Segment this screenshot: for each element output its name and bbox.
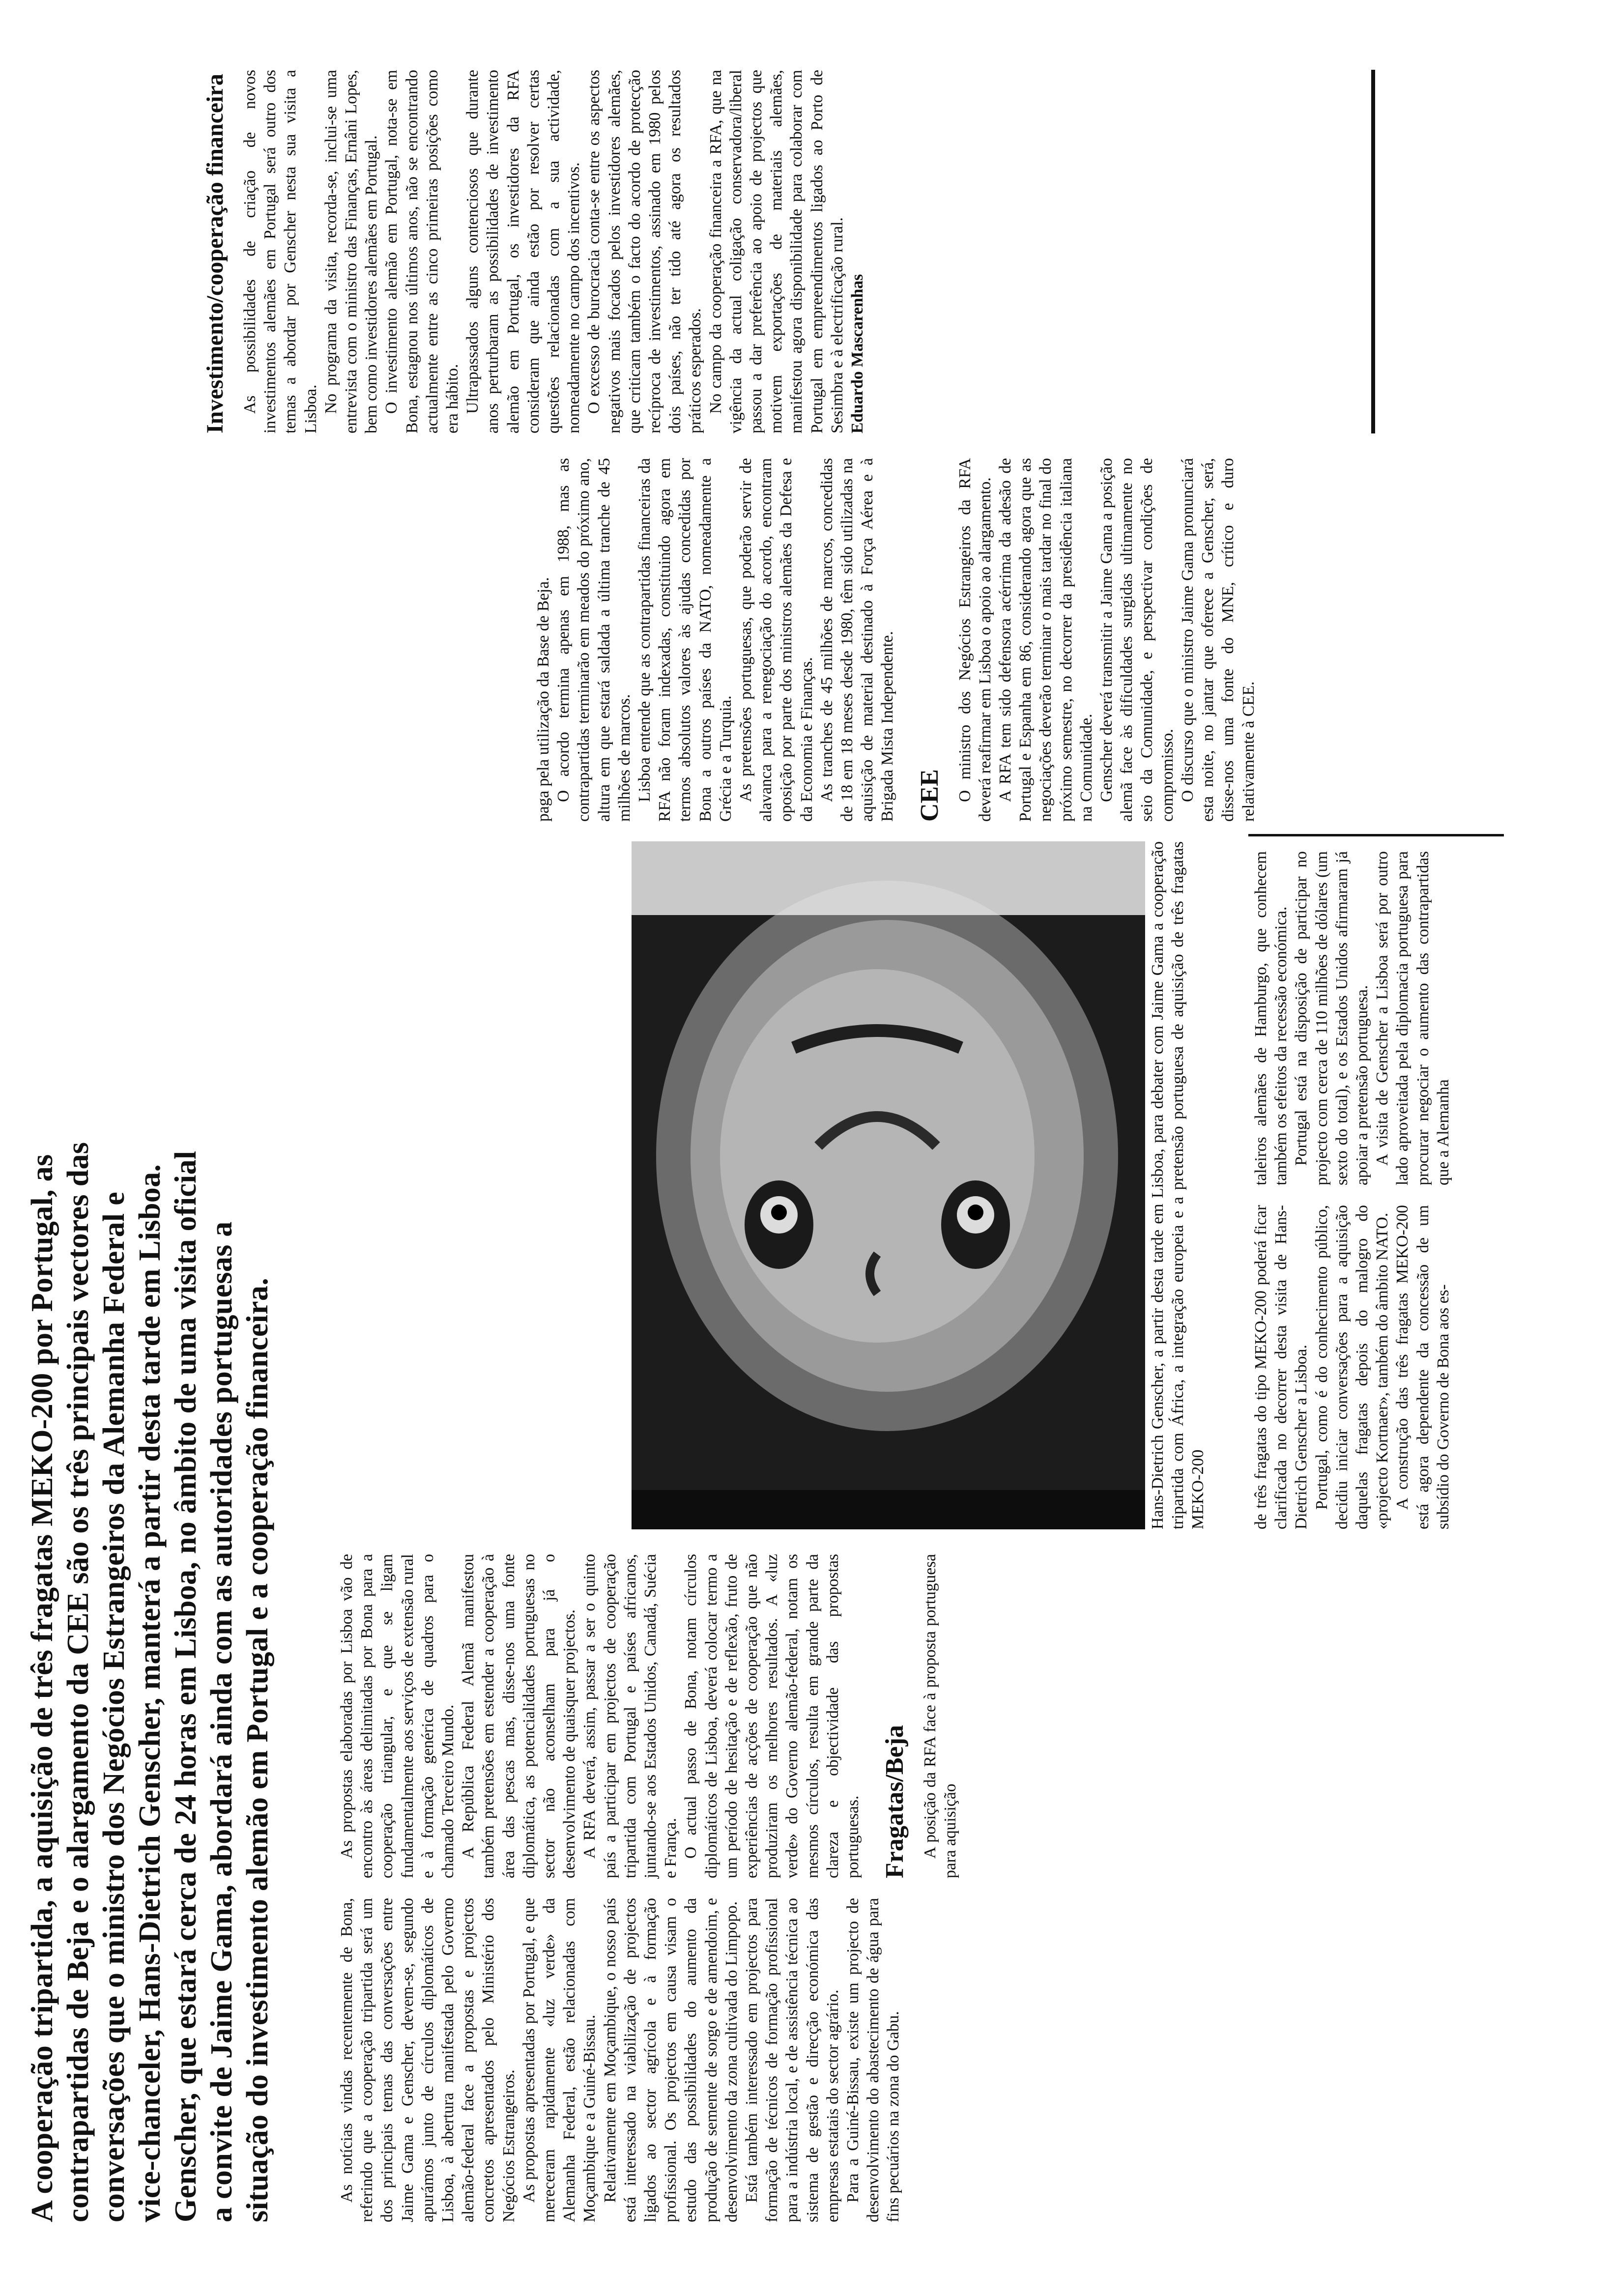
article-column-3 — [1251, 1205, 1453, 1529]
lead-paragraph: A cooperação tripartida, a aquisição de três fragatas MEKO-200 por Portugal, as contrapartidas de Beja e o alargamento da CEE são os três principais vectores das conversações que o ministro dos Negócios Estrangeiros da Alemanha Federal e vice-chanceler, Hans-Dietrich Genscher, manterá a partir desta tarde em Lisboa. Genscher, que estará cerca de 24 horas em Lisboa, no âmbito de uma visita oficial a convite de Jaime Gama, abordará ainda com as autoridades portuguesas a situação do investimento alemão em Portugal e a cooperação financeira. — [26, 1142, 274, 2222]
paragraph: Está também interessado em projectos para formação de técnicos de formação profissional para a indústria local, e de assistência técnica ao sistema de gestão e direcção económica das empresas estatais do sector agrário. — [743, 1898, 842, 2222]
paragraph: A visita de Genscher a Lisboa será por outro lado aproveitada pela diplomacia portuguesa para procurar negociar o aumento das contrapartidas que a Alemanha — [1373, 851, 1452, 1185]
paragraph: Ultrapassados alguns contenciosos que durante anos perturbaram as possibilidades de investimento alemão em Portugal, os investidores da RFA consideram que ainda estão por resolver certas questões relacionadas com a sua actividade, nomeadamente no campo dos incentivos. — [463, 70, 583, 433]
column-end-rule — [1371, 70, 1375, 433]
paragraph: As propostas elaboradas por Lisboa vão de encontro às áreas delimitadas por Bona para a cooperação triangular, e que se ligam fundamentalmente aos serviços de extensão rural e à formação genérica de quadros para o chamado Terceiro Mundo. — [338, 1554, 458, 1878]
paragraph: O ministro dos Negócios Estrangeiros da RFA deverá reafirmar em Lisboa o apoio ao alargamento. — [955, 458, 994, 822]
paragraph: O discurso que o ministro Jaime Gama pronunciará esta noite, no jantar que oferece a Genscher, será, disse-nos uma fonte do MNE, crítico e duro relativamente à CEE. — [1178, 458, 1258, 822]
portrait-illustration — [632, 841, 1145, 1529]
paragraph: O investimento alemão em Portugal, nota-se em Bona, estagnou nos últimos anos, não se encontrando actualmente entre as cinco primeiras posições como era hábito. — [382, 70, 462, 433]
subheading-investimento: Investimento/cooperação financeira — [202, 74, 228, 433]
paragraph: Portugal, como é do conhecimento público, decidiu iniciar conversações para a aquisição daquelas fragatas depois do malogro do «projecto Kortnaer», também do âmbito NATO. — [1312, 1205, 1392, 1529]
paragraph: Portugal está na disposição de participar no projecto com cerca de 110 milhões de dólares (um sexto do total), e os Estados Unidos afirmaram já apoiar a pretensão portuguesa. — [1292, 851, 1372, 1185]
paragraph: Lisboa entende que as contrapartidas financeiras da RFA não foram indexadas, constituindo agora em termos absolutos valores às ajudas concedidas por Bona a outros países da NATO, nomeadamente a Grécia e a Turquia. — [635, 458, 735, 822]
portrait-photo-genscher — [632, 841, 1145, 1529]
subheading-cee: CEE — [915, 769, 944, 822]
paragraph: O actual passo de Bona, notam círculos diplomáticos de Lisboa, deverá colocar termo a um período de hesitação e de reflexão, fruto de experiências de acções de cooperação que não produziram os melhores resultados. A «luz verde» do Governo alemão-federal, notam os mesmos círculos, resulta em grande parte da clareza e objectividade das propostas portuguesas. — [682, 1554, 863, 1878]
paragraph: paga pela utilização da Base de Beja. — [534, 577, 552, 822]
paragraph: O excesso de burocracia conta-se entre os aspectos negativos mais focados pelos investidores alemães, que criticam também o facto do acordo de protecção recíproca de investimentos, assinado em 1980 pelos dois países, não ter tido até agora os resultados práticos esperados. — [585, 70, 705, 433]
paragraph: As propostas apresentadas por Portugal, e que mereceram rapidamente «luz verde» da Alemanha Federal, estão relacionadas com Moçambique e a Guiné-Bissau. — [519, 1898, 599, 2222]
paragraph: As pretensões portuguesas, que poderão servir de alavanca para a renegociação do acordo, encontram oposição por parte dos ministros alemães da Defesa e da Economia e Finanças. — [737, 458, 816, 822]
paragraph: A RFA tem sido defensora acérrima da adesão de Portugal e Espanha em 86, considerando agora que as negociações deverão terminar o mais tardar no final do próximo semestre, no decorrer da presidência italiana na Comunidade. — [996, 458, 1095, 822]
subheading-fragatas-beja: Fragatas/Beja — [881, 1725, 909, 1878]
paragraph: de três fragatas do tipo MEKO-200 poderá ficar clarificada no decorrer desta visita de Hans-Dietrich Genscher a Lisboa. — [1252, 1205, 1311, 1529]
paragraph: Relativamente em Moçambique, o nosso país está interessado na viabilização de projectos ligados ao sector agrícola e à formação profissional. Os projectos em causa visam o estudo das possibilidades do aumento da produção de semente de sorgo e de amendoim, e desenvolvimento da zona cultivada do Limpopo. — [601, 1898, 741, 2222]
article-column-2 — [337, 1554, 961, 1878]
column-rule — [1248, 834, 1504, 836]
paragraph: Para a Guiné-Bissau, existe um projecto de desenvolvimento do abastecimento de água para fins pecuários na zona do Gabu. — [844, 1898, 903, 2222]
paragraph: A construção das três fragatas MEKO-200 está agora dependente da concessão de um subsídio do Governo de Bona aos es- — [1393, 1205, 1452, 1529]
article-column-5 — [533, 458, 1259, 822]
paragraph: A RFA deverá, assim, passar a ser o quinto país a participar em projectos de cooperação tripartida com Portugal e países africanos, juntando-se aos Estados Unidos, Canadá, Suécia e França. — [580, 1554, 680, 1878]
paragraph: No programa da visita, recorda-se, inclui-se uma entrevista com o ministro das Finanças, Ernâni Lopes, bem como investidores alemães em Portugal. — [321, 70, 381, 433]
paragraph: O acordo termina apenas em 1988, mas as contrapartidas terminarão em meados do próximo ano, altura em que estará saldada a última tranche de 45 milhões de marcos. — [554, 458, 633, 822]
article-column-6 — [202, 70, 867, 433]
paragraph: No campo da cooperação financeira a RFA, que na vigência da actual coligação conservadora/liberal passou a dar preferência ao apoio de projectos que motivem exportações de materiais alemães, manifestou agora disponibilidade para colaborar com Portugal em empreendimentos ligados ao Porto de Sesimbra e à electrificação rural. — [706, 70, 846, 433]
photo-caption: Hans-Dietrich Genscher, a partir desta tarde em Lisboa, para debater com Jaime Gama a cooperação tripartida com África, a integração europeia e a pretensão portuguesa de aquisição de três fragatas MEKO-200 — [1149, 841, 1207, 1529]
article-column-1 — [337, 1898, 904, 2222]
paragraph: As notícias vindas recentemente de Bona, referindo que a cooperação tripartida será um dos principais temas das conversações entre Jaime Gama e Genscher, devem-se, segundo apurámos junto de círculos diplomáticos de Lisboa, à abertura manifestada pelo Governo alemão-federal face a propostas e projectos concretos apresentados pelo Ministério dos Negócios Estrangeiros. — [338, 1898, 518, 2222]
paragraph: A República Federal Alemã manifestou também pretensões em estender a cooperação à área das pescas mas, disse-nos uma fonte diplomática, as potencialidades portuguesas no sector não aconselham para já o desenvolvimento de quaisquer projectos. — [459, 1554, 579, 1878]
paragraph: A posição da RFA face à proposta portuguesa para aquisição — [921, 1554, 960, 1878]
article-column-4 — [1251, 851, 1453, 1185]
paragraph: Genscher deverá transmitir a Jaime Gama a posição alemã face às dificuldades surgidas ultimamente no seio da Comunidade, e perspectivar condições de compromisso. — [1097, 458, 1177, 822]
paragraph: As tranches de 45 milhões de marcos, concedidas de 18 em 18 meses desde 1980, têm sido utilizadas na aquisição de material destinado à Força Aérea e à Brigada Mista Independente. — [817, 458, 897, 822]
paragraph: As possibilidades de criação de novos investimentos alemães em Portugal será outro dos temas a abordar por Genscher nesta sua visita a Lisboa. — [241, 70, 320, 433]
paragraph: taleiros alemães de Hamburgo, que conhecem também os efeitos da recessão económica. — [1252, 851, 1291, 1185]
author-byline: Eduardo Mascarenhas — [848, 274, 867, 433]
